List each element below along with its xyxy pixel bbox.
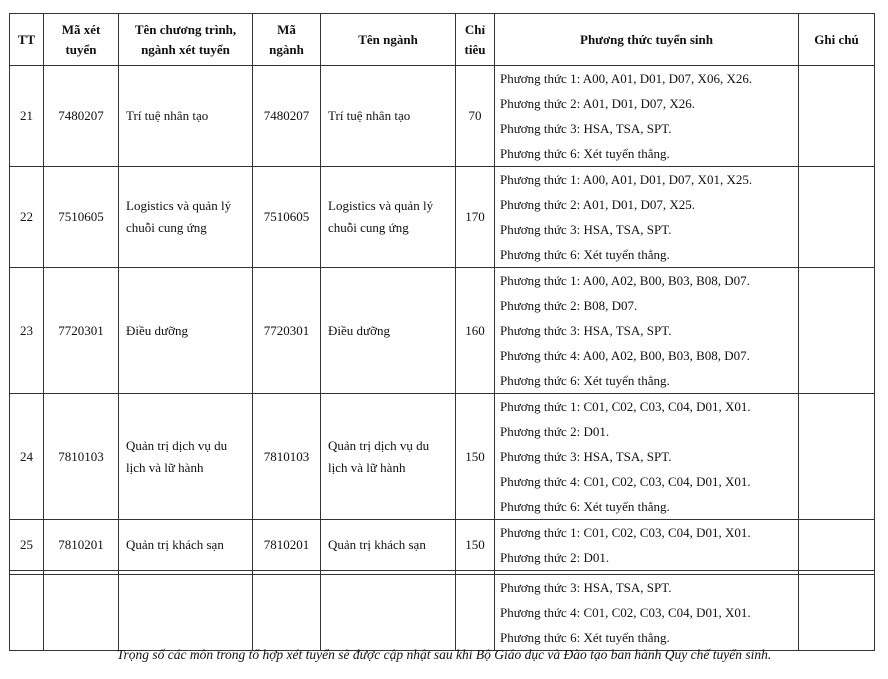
header-ten-chuong-trinh-line: Tên chương trình, xyxy=(134,21,237,37)
cell-chi-tieu xyxy=(456,575,495,651)
cell-chi-tieu: 170 xyxy=(456,167,495,268)
cell-ten-nganh xyxy=(321,575,456,651)
cell-tt xyxy=(10,575,44,651)
admissions-table xyxy=(9,13,875,651)
method-line: Phương thức 2: D01. xyxy=(500,550,610,565)
table-row xyxy=(10,520,875,571)
header-ghi-chu: Ghi chú xyxy=(799,14,875,66)
cell-ten-nganh xyxy=(321,268,456,394)
method-line: Phương thức 1: A00, A02, B00, B03, B08, D07. xyxy=(500,273,750,288)
cell-ten-nganh xyxy=(321,66,456,167)
table-row xyxy=(10,268,875,394)
cell-ma-nganh xyxy=(253,575,321,651)
cell-ma-nganh: 7810201 xyxy=(253,520,321,571)
header-tt: TT xyxy=(10,14,44,66)
header-chi-tieu-line: tiêu xyxy=(464,41,486,57)
header-ma-xet-tuyen-line: Mã xét xyxy=(61,21,101,37)
cell-ghi-chu xyxy=(799,66,875,167)
cell-text-line: Quản trị khách sạn xyxy=(126,537,224,552)
cell-chi-tieu: 150 xyxy=(456,520,495,571)
cell-text-line: Điều dưỡng xyxy=(126,322,188,338)
cell-phuong-thuc xyxy=(495,66,799,167)
cell-phuong-thuc xyxy=(495,394,799,520)
method-line: Phương thức 4: A00, A02, B00, B03, B08, D07. xyxy=(500,348,750,363)
cell-ten-nganh xyxy=(321,167,456,268)
cell-ghi-chu xyxy=(799,394,875,520)
cell-ghi-chu xyxy=(799,268,875,394)
method-line: Phương thức 1: C01, C02, C03, C04, D01, X01. xyxy=(500,399,751,414)
table-row xyxy=(10,394,875,520)
table-row xyxy=(10,66,875,167)
method-line: Phương thức 6: Xét tuyển thẳng. xyxy=(500,499,670,514)
cell-ma-xet-tuyen: 7510605 xyxy=(44,167,119,268)
method-line: Phương thức 1: C01, C02, C03, C04, D01, X01. xyxy=(500,525,751,540)
cell-tt: 23 xyxy=(10,268,44,394)
header-ma-nganh-line: Mã xyxy=(277,21,296,37)
cell-phuong-thuc xyxy=(495,167,799,268)
cell-tt: 21 xyxy=(10,66,44,167)
cell-ma-xet-tuyen xyxy=(44,575,119,651)
method-line: Phương thức 1: A00, A01, D01, D07, X06, X26. xyxy=(500,71,753,86)
header-ten-nganh: Tên ngành xyxy=(321,14,456,66)
table-row xyxy=(10,167,875,268)
cell-ma-xet-tuyen: 7480207 xyxy=(44,66,119,167)
method-line: Phương thức 3: HSA, TSA, SPT. xyxy=(500,449,672,464)
cell-ma-xet-tuyen: 7720301 xyxy=(44,268,119,394)
method-line: Phương thức 6: Xét tuyển thẳng. xyxy=(500,247,670,262)
cell-ten-chuong-trinh xyxy=(119,268,253,394)
cell-text-line: Logistics và quản lý xyxy=(126,198,232,213)
method-line: Phương thức 1: A00, A01, D01, D07, X01, X25. xyxy=(500,172,753,187)
cell-tt: 22 xyxy=(10,167,44,268)
cell-text-line: Điều dưỡng xyxy=(328,322,390,338)
method-line: Phương thức 2: A01, D01, D07, X26. xyxy=(500,96,696,111)
cell-ma-xet-tuyen: 7810201 xyxy=(44,520,119,571)
method-line: Phương thức 3: HSA, TSA, SPT. xyxy=(500,323,672,338)
header-chi-tieu xyxy=(456,14,495,66)
cell-text-line: lịch và lữ hành xyxy=(328,459,406,475)
cell-text-line: Trí tuệ nhân tạo xyxy=(328,108,411,123)
cell-chi-tieu: 160 xyxy=(456,268,495,394)
cell-ten-chuong-trinh xyxy=(119,167,253,268)
method-line: Phương thức 4: C01, C02, C03, C04, D01, X01. xyxy=(500,474,751,489)
cell-ghi-chu xyxy=(799,167,875,268)
cell-ma-xet-tuyen: 7810103 xyxy=(44,394,119,520)
method-line: Phương thức 2: D01. xyxy=(500,424,610,439)
cell-ghi-chu xyxy=(799,575,875,651)
cell-ghi-chu xyxy=(799,520,875,571)
cell-ma-nganh: 7480207 xyxy=(253,66,321,167)
method-line: Phương thức 3: HSA, TSA, SPT. xyxy=(500,580,672,595)
cell-ten-nganh xyxy=(321,394,456,520)
table-row-continuation xyxy=(10,575,875,651)
cell-text-line: Quản trị khách sạn xyxy=(328,537,426,552)
method-line: Phương thức 4: C01, C02, C03, C04, D01, X01. xyxy=(500,605,751,620)
header-ten-chuong-trinh xyxy=(119,14,253,66)
cell-ma-nganh: 7720301 xyxy=(253,268,321,394)
cell-ten-chuong-trinh xyxy=(119,66,253,167)
cell-text-line: Trí tuệ nhân tạo xyxy=(126,108,209,123)
header-phuong-thuc: Phương thức tuyển sinh xyxy=(495,14,799,66)
cell-text-line: Logistics và quản lý xyxy=(328,198,434,213)
cell-chi-tieu: 150 xyxy=(456,394,495,520)
header-ma-xet-tuyen-line: tuyển xyxy=(65,41,97,57)
cell-ten-chuong-trinh xyxy=(119,520,253,571)
cell-phuong-thuc xyxy=(495,520,799,571)
method-line: Phương thức 3: HSA, TSA, SPT. xyxy=(500,222,672,237)
footnote: Trọng số các môn trong tổ hợp xét tuyển sẽ được cập nhật sau khi Bộ Giáo dục và Đào tạo ban hành Quy chế tuyển sinh. xyxy=(116,647,772,662)
cell-text-line: chuỗi cung ứng xyxy=(328,220,409,235)
cell-ten-nganh xyxy=(321,520,456,571)
cell-phuong-thuc xyxy=(495,268,799,394)
cell-chi-tieu: 70 xyxy=(456,66,495,167)
cell-text-line: chuỗi cung ứng xyxy=(126,220,207,235)
cell-text-line: Quản trị dịch vụ du xyxy=(328,437,430,453)
method-line: Phương thức 6: Xét tuyển thẳng. xyxy=(500,373,670,388)
cell-ma-nganh: 7810103 xyxy=(253,394,321,520)
method-line: Phương thức 6: Xét tuyển thẳng. xyxy=(500,146,670,161)
cell-ma-nganh: 7510605 xyxy=(253,167,321,268)
header-ten-chuong-trinh-line: ngành xét tuyển xyxy=(141,41,230,57)
method-line: Phương thức 6: Xét tuyển thẳng. xyxy=(500,630,670,645)
cell-text-line: lịch và lữ hành xyxy=(126,459,204,475)
method-line: Phương thức 2: A01, D01, D07, X25. xyxy=(500,197,696,212)
cell-tt: 24 xyxy=(10,394,44,520)
header-ma-nganh xyxy=(253,14,321,66)
cell-ten-chuong-trinh xyxy=(119,575,253,651)
cell-ten-chuong-trinh xyxy=(119,394,253,520)
cell-text-line: Quản trị dịch vụ du xyxy=(126,437,228,453)
cell-phuong-thuc xyxy=(495,575,799,651)
header-ma-xet-tuyen xyxy=(44,14,119,66)
method-line: Phương thức 2: B08, D07. xyxy=(500,298,638,313)
cell-tt: 25 xyxy=(10,520,44,571)
header-ma-nganh-line: ngành xyxy=(269,41,304,57)
method-line: Phương thức 3: HSA, TSA, SPT. xyxy=(500,121,672,136)
header-chi-tieu-line: Chỉ xyxy=(464,21,486,37)
header-row xyxy=(10,14,875,66)
